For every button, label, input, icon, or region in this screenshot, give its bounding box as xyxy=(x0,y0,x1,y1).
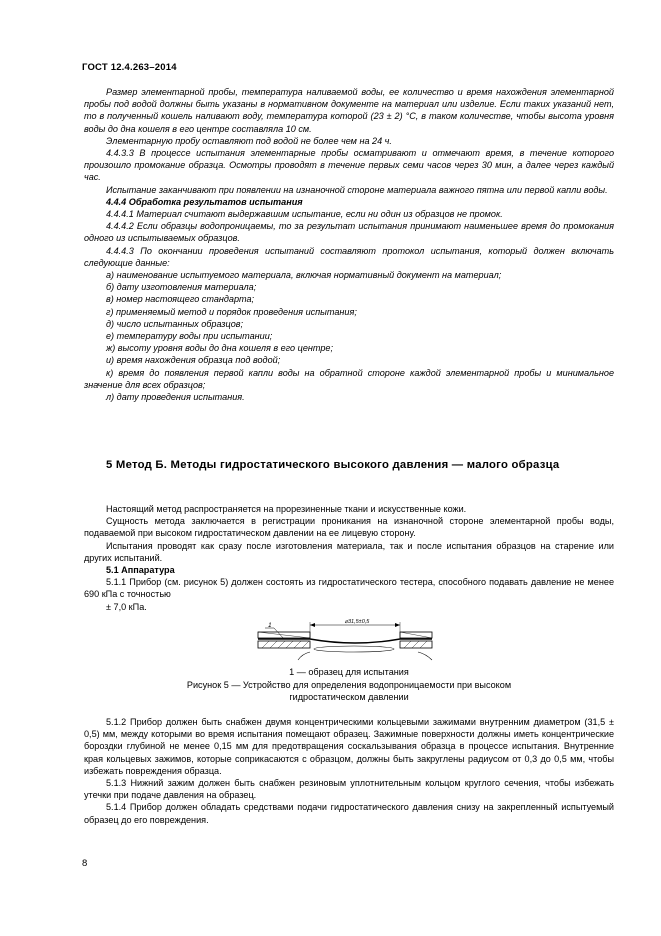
figure-legend: 1 — образец для испытания xyxy=(289,667,409,677)
section-444-title: 4.4.4 Обработка результатов испытания xyxy=(106,196,303,207)
paragraph: 5.1.2 Прибор должен быть снабжен двумя концентрическими кольцевыми зажимами внутренним диаметром (31,5 ± 0,5) мм, между которыми во время испытания помещают образец. Зажимные поверхности должны иметь концентрические бороздки глубиной не менее 0,15 мм для предотвращения соскальзывания образца в процессе испытания. Внутренние края кольцевых зажимов, которые соприкасаются с образцом, должны быть закруглены радиусом от 0,3 до 0,5 мм, чтобы избежать повреждения образца. xyxy=(84,717,614,776)
list-item: и) время нахождения образца под водой; xyxy=(106,355,281,366)
section-51-body xyxy=(84,716,614,826)
italic-section-443 xyxy=(84,86,614,403)
list-item: е) температуру воды при испытании; xyxy=(106,331,273,342)
paragraph: 4.4.4.1 Материал считают выдержавшим испытание, если ни один из образцов не промок. xyxy=(106,209,503,220)
section-5-title: 5 Метод Б. Методы гидростатического высокого давления — малого образца xyxy=(106,459,560,471)
paragraph: Испытания проводят как сразу после изготовления материала, так и после испытания образцов на старение или других испытаний. xyxy=(84,540,614,563)
list-item: д) число испытанных образцов; xyxy=(106,318,244,329)
document-header: ГОСТ 12.4.263–2014 xyxy=(82,62,177,73)
figure-caption-line1: Рисунок 5 — Устройство для определения водопроницаемости при высоком xyxy=(186,680,512,690)
page-number: 8 xyxy=(82,858,88,869)
section-5-body xyxy=(84,503,614,613)
paragraph: 4.4.4.3 По окончании проведения испытаний составляют протокол испытания, который должен включать следующие данные: xyxy=(84,245,614,268)
paragraph: Испытание заканчивают при появлении на изнаночной стороне материала важного пятна или первой капли воды. xyxy=(106,184,608,195)
paragraph: 4.4.3.3 В процессе испытания элементарные пробы осматривают и отмечают время, в течение которого произошло промокание образца. Осмотры проводят в течение первых семи часов через 30 мин, а далее через каждый час. xyxy=(84,148,614,183)
paragraph: 5.1.1 Прибор (см. рисунок 5) должен состоять из гидростатического тестера, способного подавать давление не менее 690 кПа с точностью xyxy=(84,577,614,600)
subsection-51-title: 5.1 Аппаратура xyxy=(106,565,175,576)
paragraph: 4.4.4.2 Если образцы водопроницаемы, то за результат испытания принимают наименьшее время до промокания одного из испытываемых образцов. xyxy=(84,221,614,244)
paragraph: Настоящий метод распространяется на прорезиненные ткани и искусственные кожи. xyxy=(106,504,467,514)
list-item: ж) высоту уровня воды до дна кошеля в его центре; xyxy=(106,343,334,354)
paragraph: ± 7,0 кПа. xyxy=(106,601,147,612)
figure-caption-line2: гидростатическом давлении xyxy=(289,692,409,702)
list-item: г) применяемый метод и порядок проведения испытания; xyxy=(106,306,357,317)
dimension-label: ⌀31,5±0,5 xyxy=(344,619,370,625)
paragraph: Размер элементарной пробы, температура наливаемой воды, ее количество и время нахождения элементарной пробы под водой должны быть указаны в нормативном документе на материал или изделие. Если таких указаний нет, то в полученный кошель наливают воду, температура которой (23 ± 2) °С, в таком количестве, чтобы высота уровня воды до дна кошеля в его центре составляла 10 см. xyxy=(84,87,614,134)
o-ring xyxy=(314,646,394,652)
paragraph: 5.1.4 Прибор должен обладать средствами подачи гидростатического давления снизу на закрепленный испытуемый образец до его повреждения. xyxy=(84,802,614,825)
list-item: а) наименование испытуемого материала, включая нормативный документ на материал; xyxy=(106,270,502,281)
paragraph: Сущность метода заключается в регистрации проникания на изнаночной стороне элементарной пробы воды, подаваемой при высоком гидростатическом давлении на ее лицевую сторону. xyxy=(84,516,614,539)
list-item: в) номер настоящего стандарта; xyxy=(106,294,255,305)
list-item: к) время до появления первой капли воды на обратной стороне каждой элементарной пробы и минимальное значение для всех образцов; xyxy=(84,367,614,390)
list-item: л) дату проведения испытания. xyxy=(106,392,245,403)
paragraph: Элементарную пробу оставляют под водой не более чем на 24 ч. xyxy=(106,135,392,146)
callout-1: 1 xyxy=(268,622,272,629)
list-item: б) дату изготовления материала; xyxy=(106,282,257,293)
figure-5-drawing xyxy=(250,614,440,666)
paragraph: 5.1.3 Нижний зажим должен быть снабжен резиновым уплотнительным кольцом круглого сечения, чтобы избежать утечки при подаче давления на образец. xyxy=(84,778,614,801)
